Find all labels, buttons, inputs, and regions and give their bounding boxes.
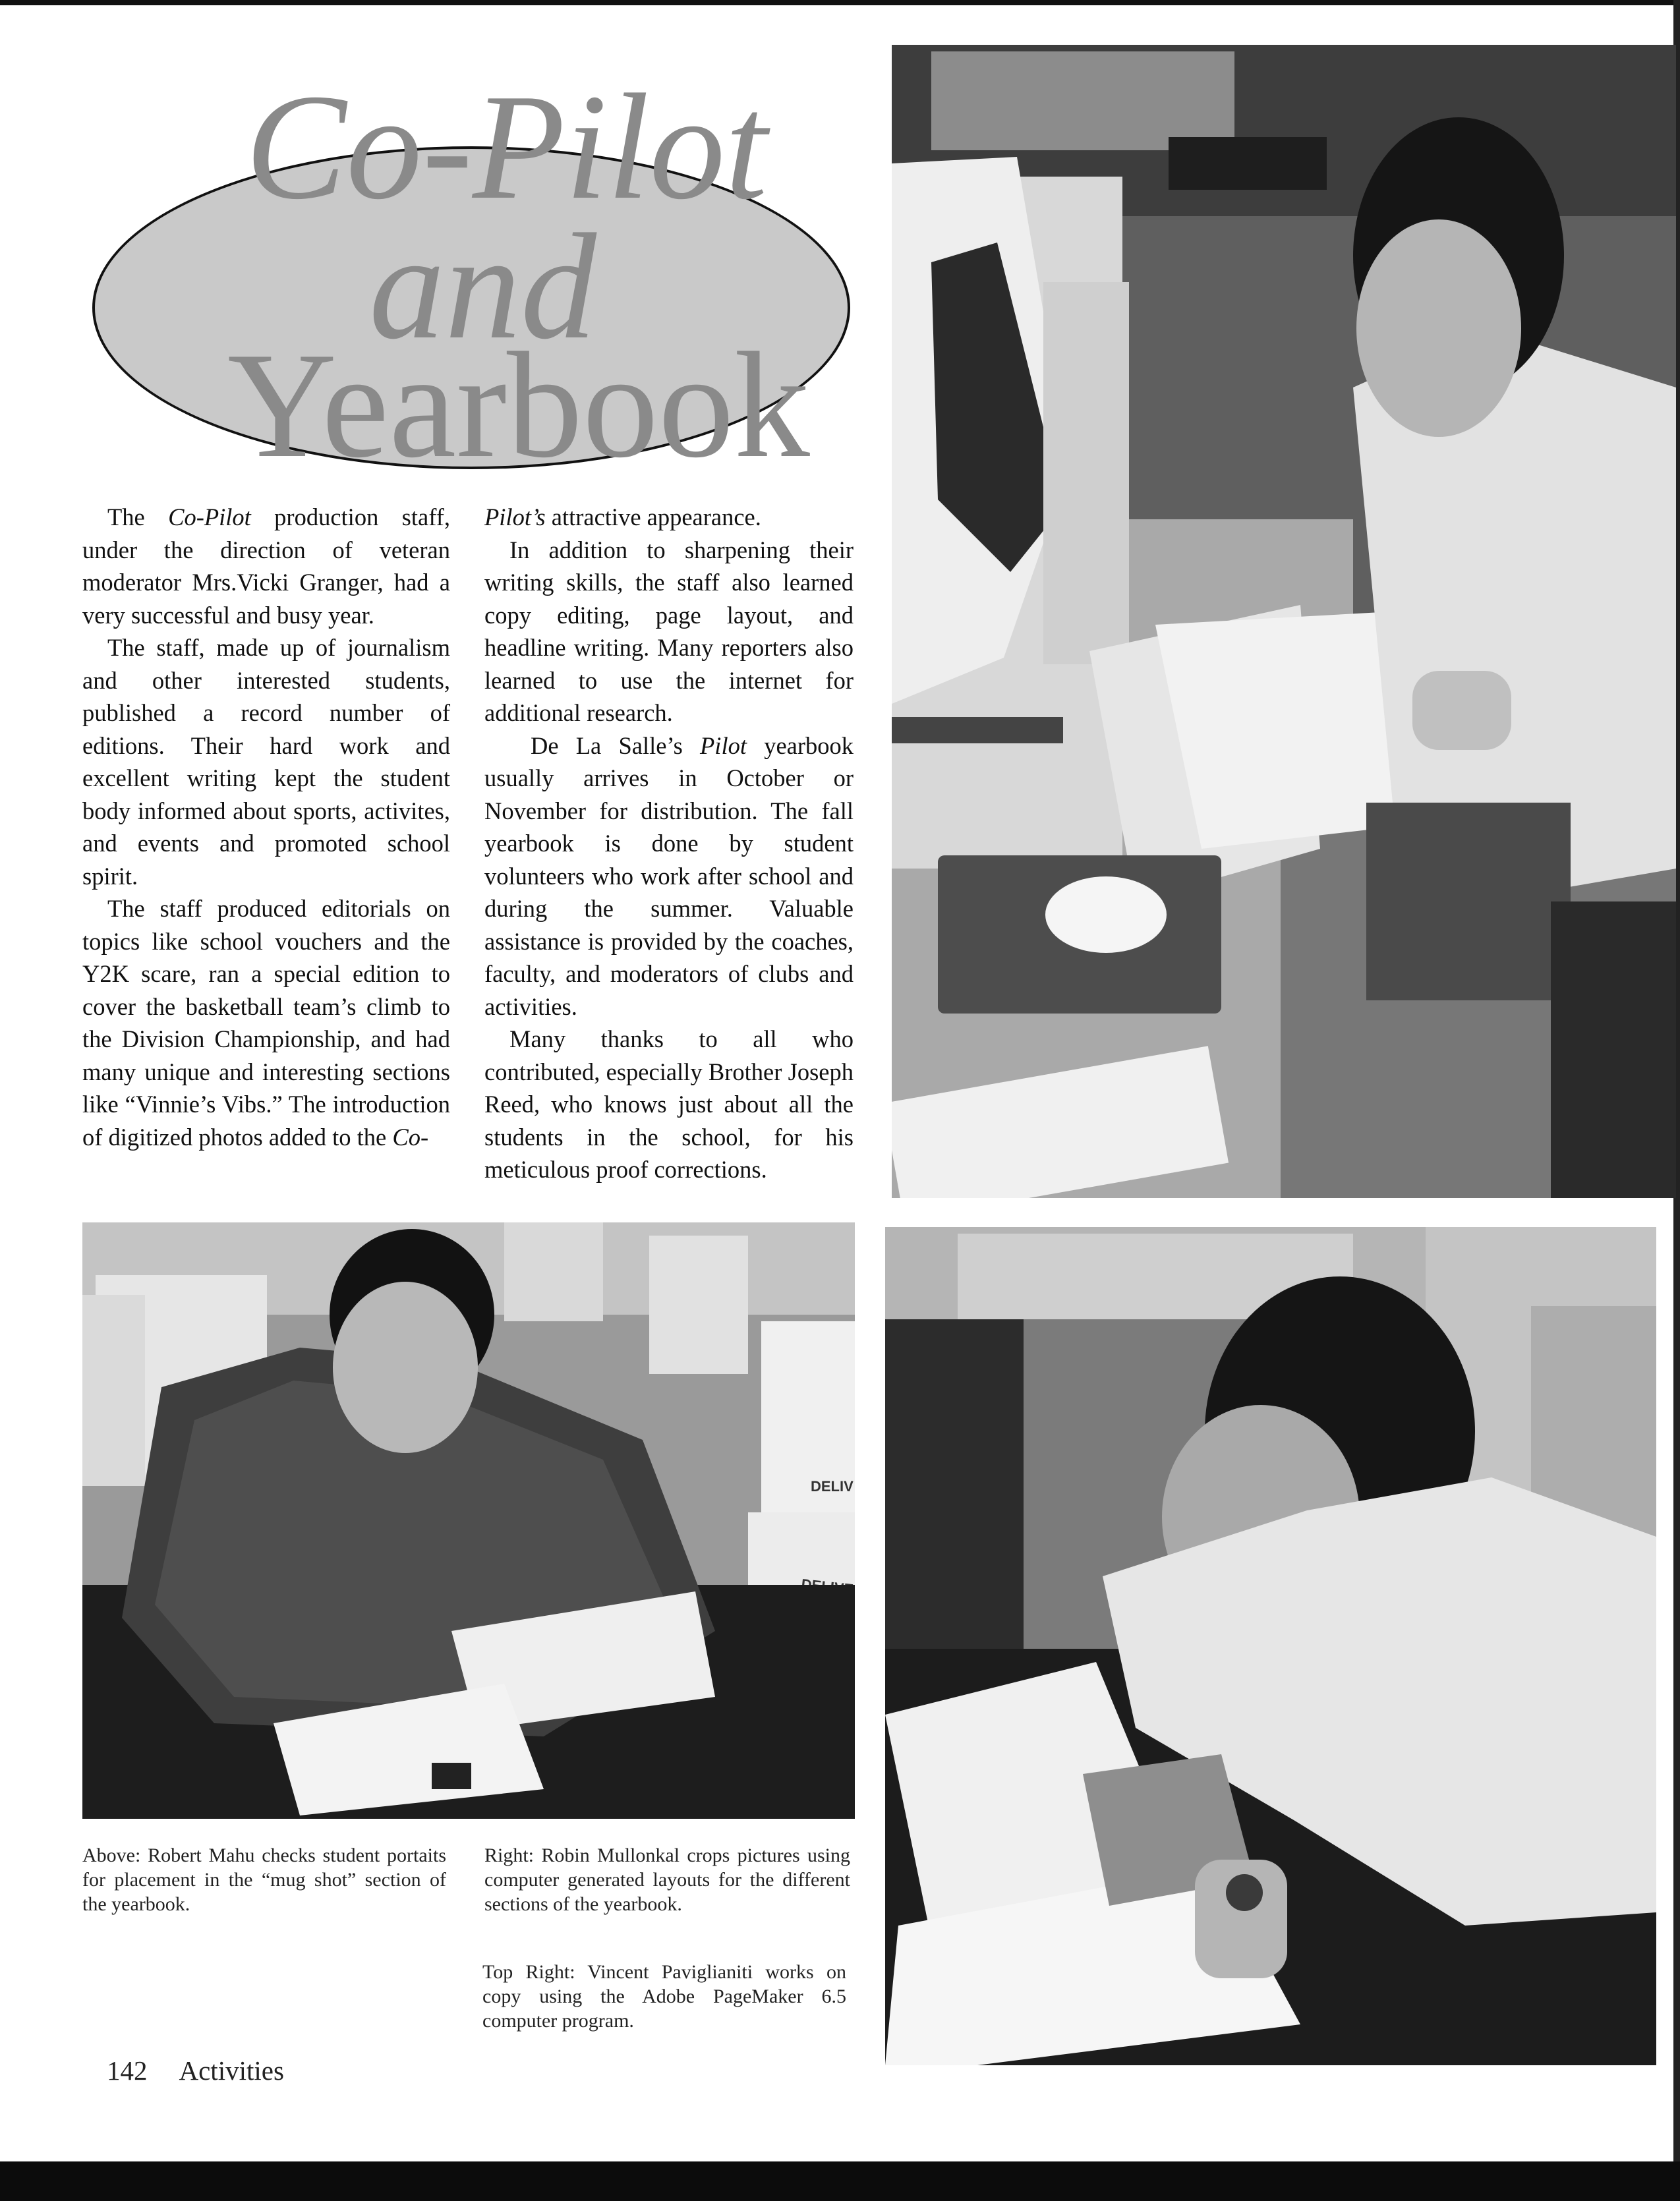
paragraph: The staff, made up of journalism and other interested students, published a record number of editions. Their hard work and excellent writing kept the student body informed about sports, activites, and events and promoted school spirit.	[82, 634, 450, 890]
paragraph: The staff produced editorials on topics like school vouchers and the Y2K scare, ran a special edition to cover the basketball team’s climb to the Division Championship, and had many unique and interesting sections like “Vinnie’s Vibs.” The introduction of digitized photos added to the Co-	[82, 895, 450, 1151]
photo-computer-typing	[892, 45, 1676, 1198]
paragraph: Pilot’s attractive appearance.	[484, 503, 761, 530]
paragraph: Many thanks to all who contributed, especially Brother Joseph Reed, who knows just about all the students in the school, for his meticulous proof corrections.	[484, 1025, 854, 1183]
photo-cropping-drawing	[885, 1227, 1656, 2065]
title-line-3: Yearbook	[227, 321, 810, 489]
title-line-1: Co-Pilot	[245, 63, 768, 231]
caption-right: Right: Robin Mullonkal crops pictures using computer generated layouts for the different sections of the yearbook.	[484, 1844, 850, 1915]
title-line-2: and	[369, 202, 596, 370]
page-border-bottom	[0, 2161, 1680, 2201]
caption-top-right: Top Right: Vincent Paviglianiti works on copy using the Adobe PageMaker 6.5 computer program.	[482, 1961, 846, 2032]
article-column-2	[484, 501, 854, 1186]
photo-computer-typing-drawing	[892, 45, 1676, 1198]
photo-portraits-drawing	[82, 1222, 855, 1819]
photo-cropping	[885, 1227, 1656, 2065]
paragraph: De La Salle’s Pilot yearbook usually arrives in October or November for distribution. The fall yearbook is done by student volunteers who work after school and during the summer. Valuable assistance is provided by the coaches, faculty, and moderators of clubs and activities.	[484, 731, 854, 1020]
paragraph: In addition to sharpening their writing skills, the staff also learned copy editing, page layout, and headline writing. Many reporters also learned to use the internet for additional research.	[484, 536, 854, 726]
page-number: 142	[107, 2055, 148, 2086]
caption-above: Above: Robert Mahu checks student portaits for placement in the “mug shot” section of the yearbook.	[82, 1844, 446, 1915]
page-footer	[107, 2055, 316, 2086]
photo-portraits	[82, 1222, 855, 1819]
paragraph: The Co-Pilot production staff, under the direction of veteran moderator Mrs.Vicki Granger, had a very successful and busy year.	[82, 503, 450, 629]
box-label-1: DELIV	[811, 1478, 854, 1495]
section-name: Activities	[179, 2055, 284, 2086]
article-column-1	[82, 501, 450, 1153]
page-border-top	[0, 0, 1680, 5]
